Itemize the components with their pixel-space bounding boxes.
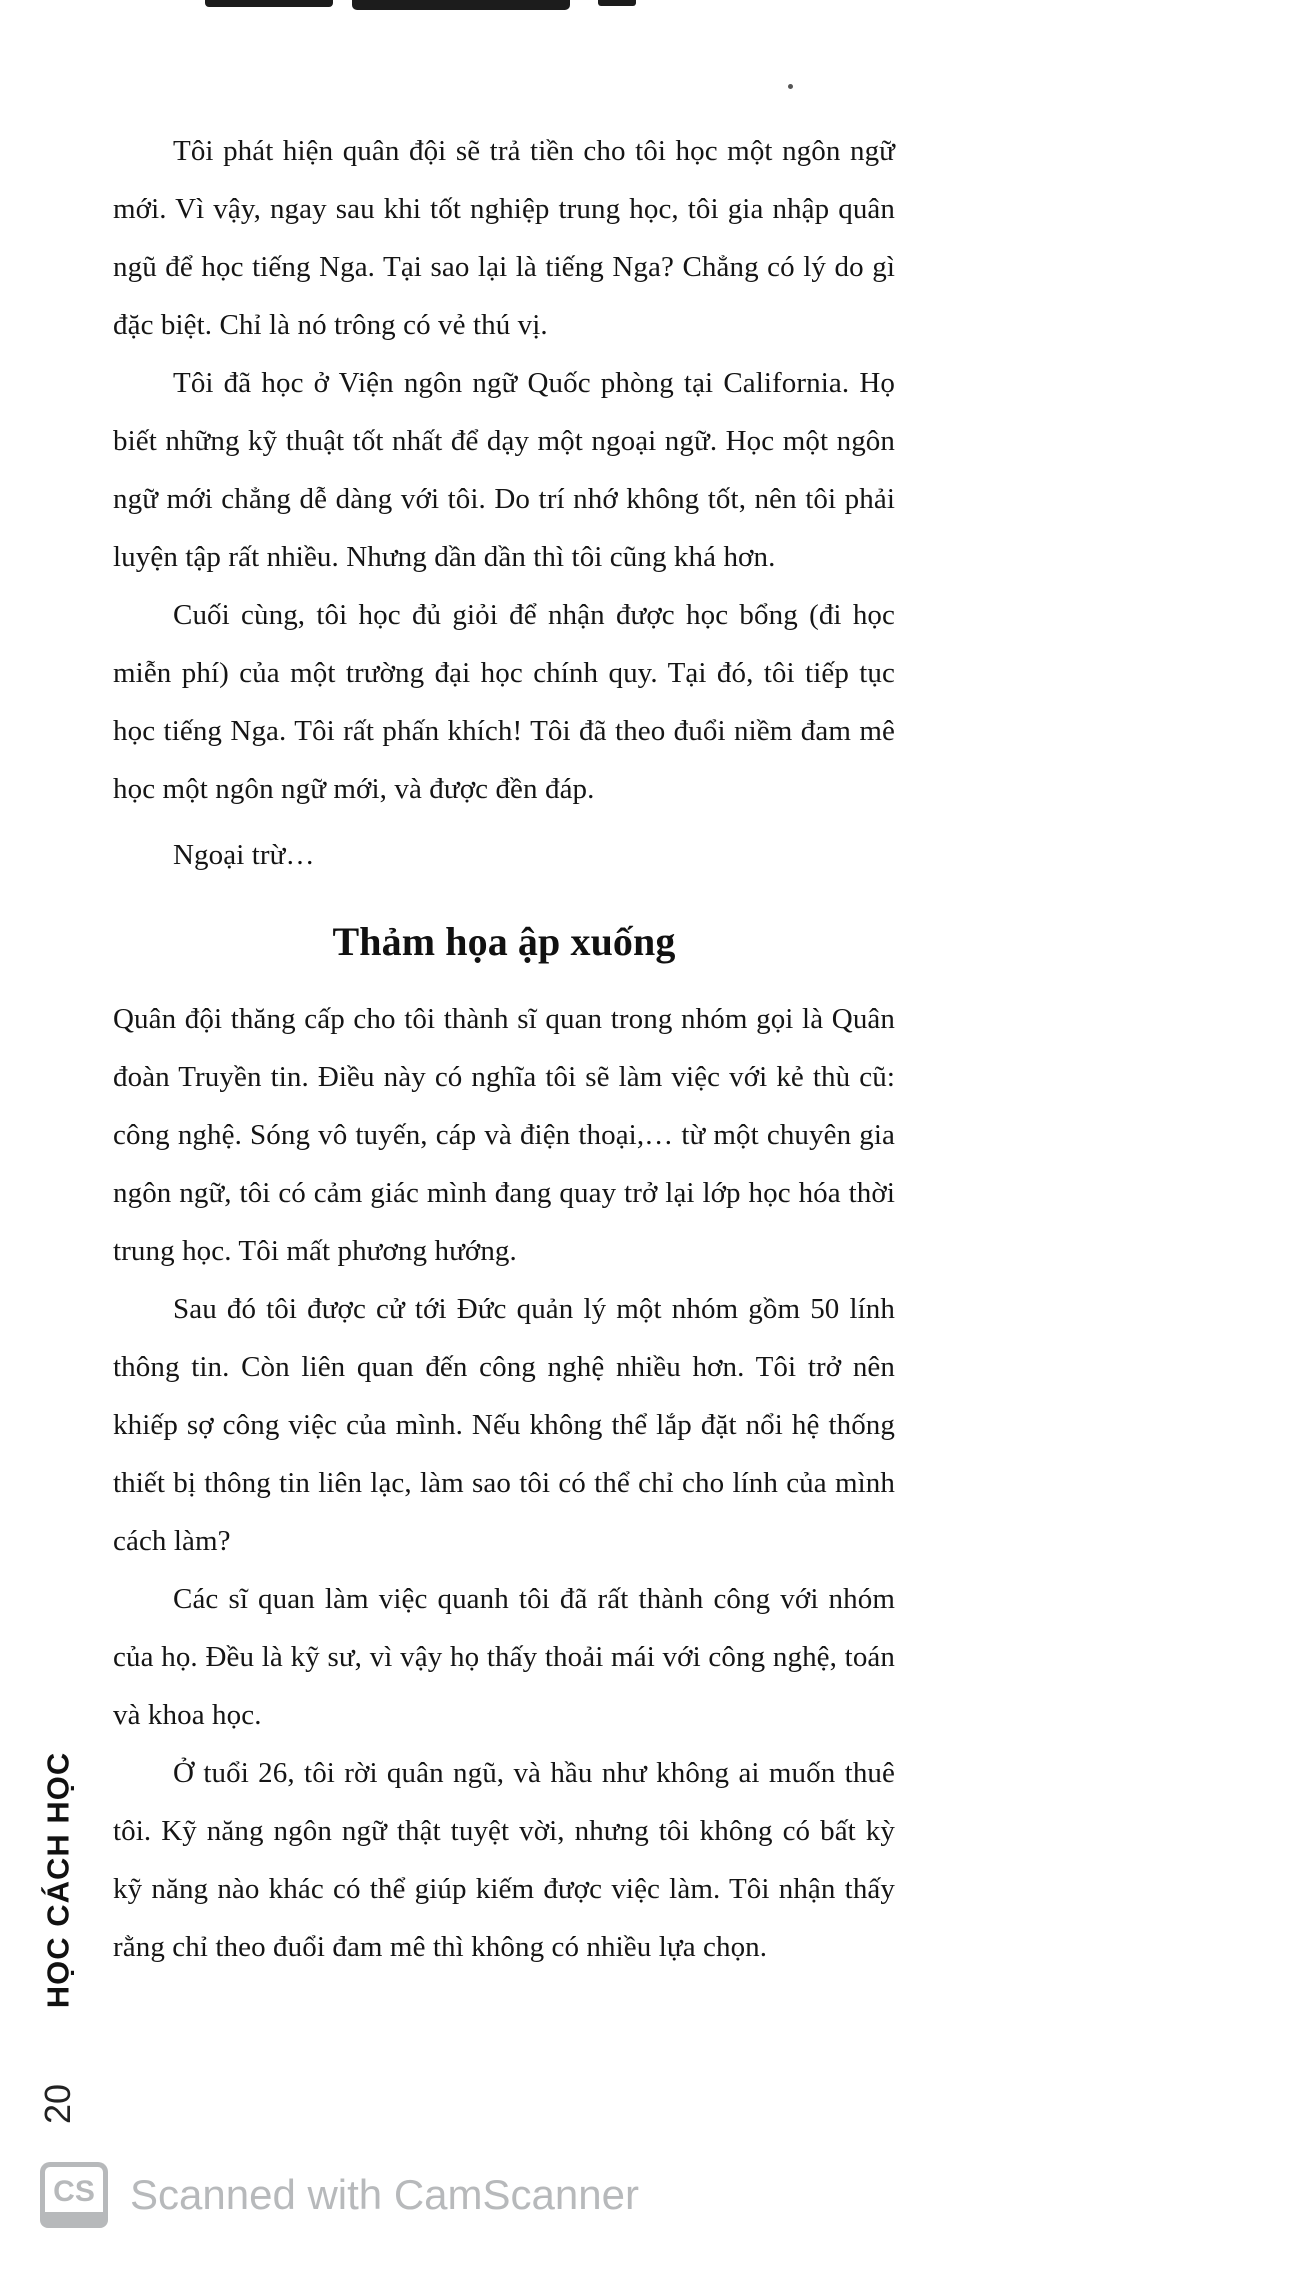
camscanner-logo-frame (40, 2162, 108, 2216)
paragraph-2: Tôi đã học ở Viện ngôn ngữ Quốc phòng tại California. Họ biết những kỹ thuật tốt nhất để dạy một ngoại ngữ. Học một ngôn ngữ mới chẳng dễ dàng với tôi. Do trí nhớ không tốt, nên tôi phải luyện tập rất nhiều. Nhưng dần dần thì tôi cũng khá hơn. (113, 367, 895, 573)
scan-artifact-top (205, 0, 333, 7)
page-number-container (26, 2058, 90, 2150)
scan-artifact-top (598, 0, 636, 6)
camscanner-logo-icon (40, 2162, 108, 2228)
paragraph-3: Cuối cùng, tôi học đủ giỏi để nhận được học bổng (đi học miễn phí) của một trường đại học chính quy. Tại đó, tôi tiếp tục học tiếng Nga. Tôi rất phấn khích! Tôi đã theo đuổi niềm đam mê học một ngôn ngữ mới, và được đền đáp. (113, 599, 895, 805)
page-body-text (113, 122, 895, 1976)
camscanner-logo-text: CS (53, 2174, 95, 2208)
paragraph-7: Các sĩ quan làm việc quanh tôi đã rất thành công với nhóm của họ. Đều là kỹ sư, vì vậy họ thấy thoải mái với công nghệ, toán và khoa học. (113, 1583, 895, 1731)
paragraph-1: Tôi phát hiện quân đội sẽ trả tiền cho tôi học một ngôn ngữ mới. Vì vậy, ngay sau khi tốt nghiệp trung học, tôi gia nhập quân ngũ để học tiếng Nga. Tại sao lại là tiếng Nga? Chẳng có lý do gì đặc biệt. Chỉ là nó trông có vẻ thú vị. (113, 135, 895, 341)
paragraph-4: Ngoại trừ… (173, 839, 315, 871)
scan-watermark-text: Scanned with CamScanner (130, 2171, 639, 2218)
camscanner-footer (40, 2162, 639, 2228)
paragraph-6: Sau đó tôi được cử tới Đức quản lý một nhóm gồm 50 lính thông tin. Còn liên quan đến công nghệ nhiều hơn. Tôi trở nên khiếp sợ công việc của mình. Nếu không thể lắp đặt nổi hệ thống thiết bị thông tin liên lạc, làm sao tôi có thể chỉ cho lính của mình cách làm? (113, 1293, 895, 1557)
camscanner-logo-bar (40, 2212, 108, 2228)
scan-artifact-top (352, 0, 570, 10)
section-heading: Thảm họa ập xuống (332, 919, 676, 964)
page-number: 20 (36, 2083, 78, 2125)
paragraph-8: Ở tuổi 26, tôi rời quân ngũ, và hầu như không ai muốn thuê tôi. Kỹ năng ngôn ngữ thật tuyệt vời, nhưng tôi không có bất kỳ kỹ năng nào khác có thể giúp kiếm được việc làm. Tôi nhận thấy rằng chỉ theo đuổi đam mê thì không có nhiều lựa chọn. (113, 1757, 895, 1963)
sidebar-title-container (26, 1742, 90, 2018)
book-series-title-vertical: HỌC CÁCH HỌC (40, 1751, 75, 2009)
paragraph-5: Quân đội thăng cấp cho tôi thành sĩ quan trong nhóm gọi là Quân đoàn Truyền tin. Điều này có nghĩa tôi sẽ làm việc với kẻ thù cũ: công nghệ. Sóng vô tuyến, cáp và điện thoại,… từ một chuyên gia ngôn ngữ, tôi có cảm giác mình đang quay trở lại lớp học hóa thời trung học. Tôi mất phương hướng. (113, 1003, 895, 1267)
scan-artifact-dot (788, 84, 793, 89)
